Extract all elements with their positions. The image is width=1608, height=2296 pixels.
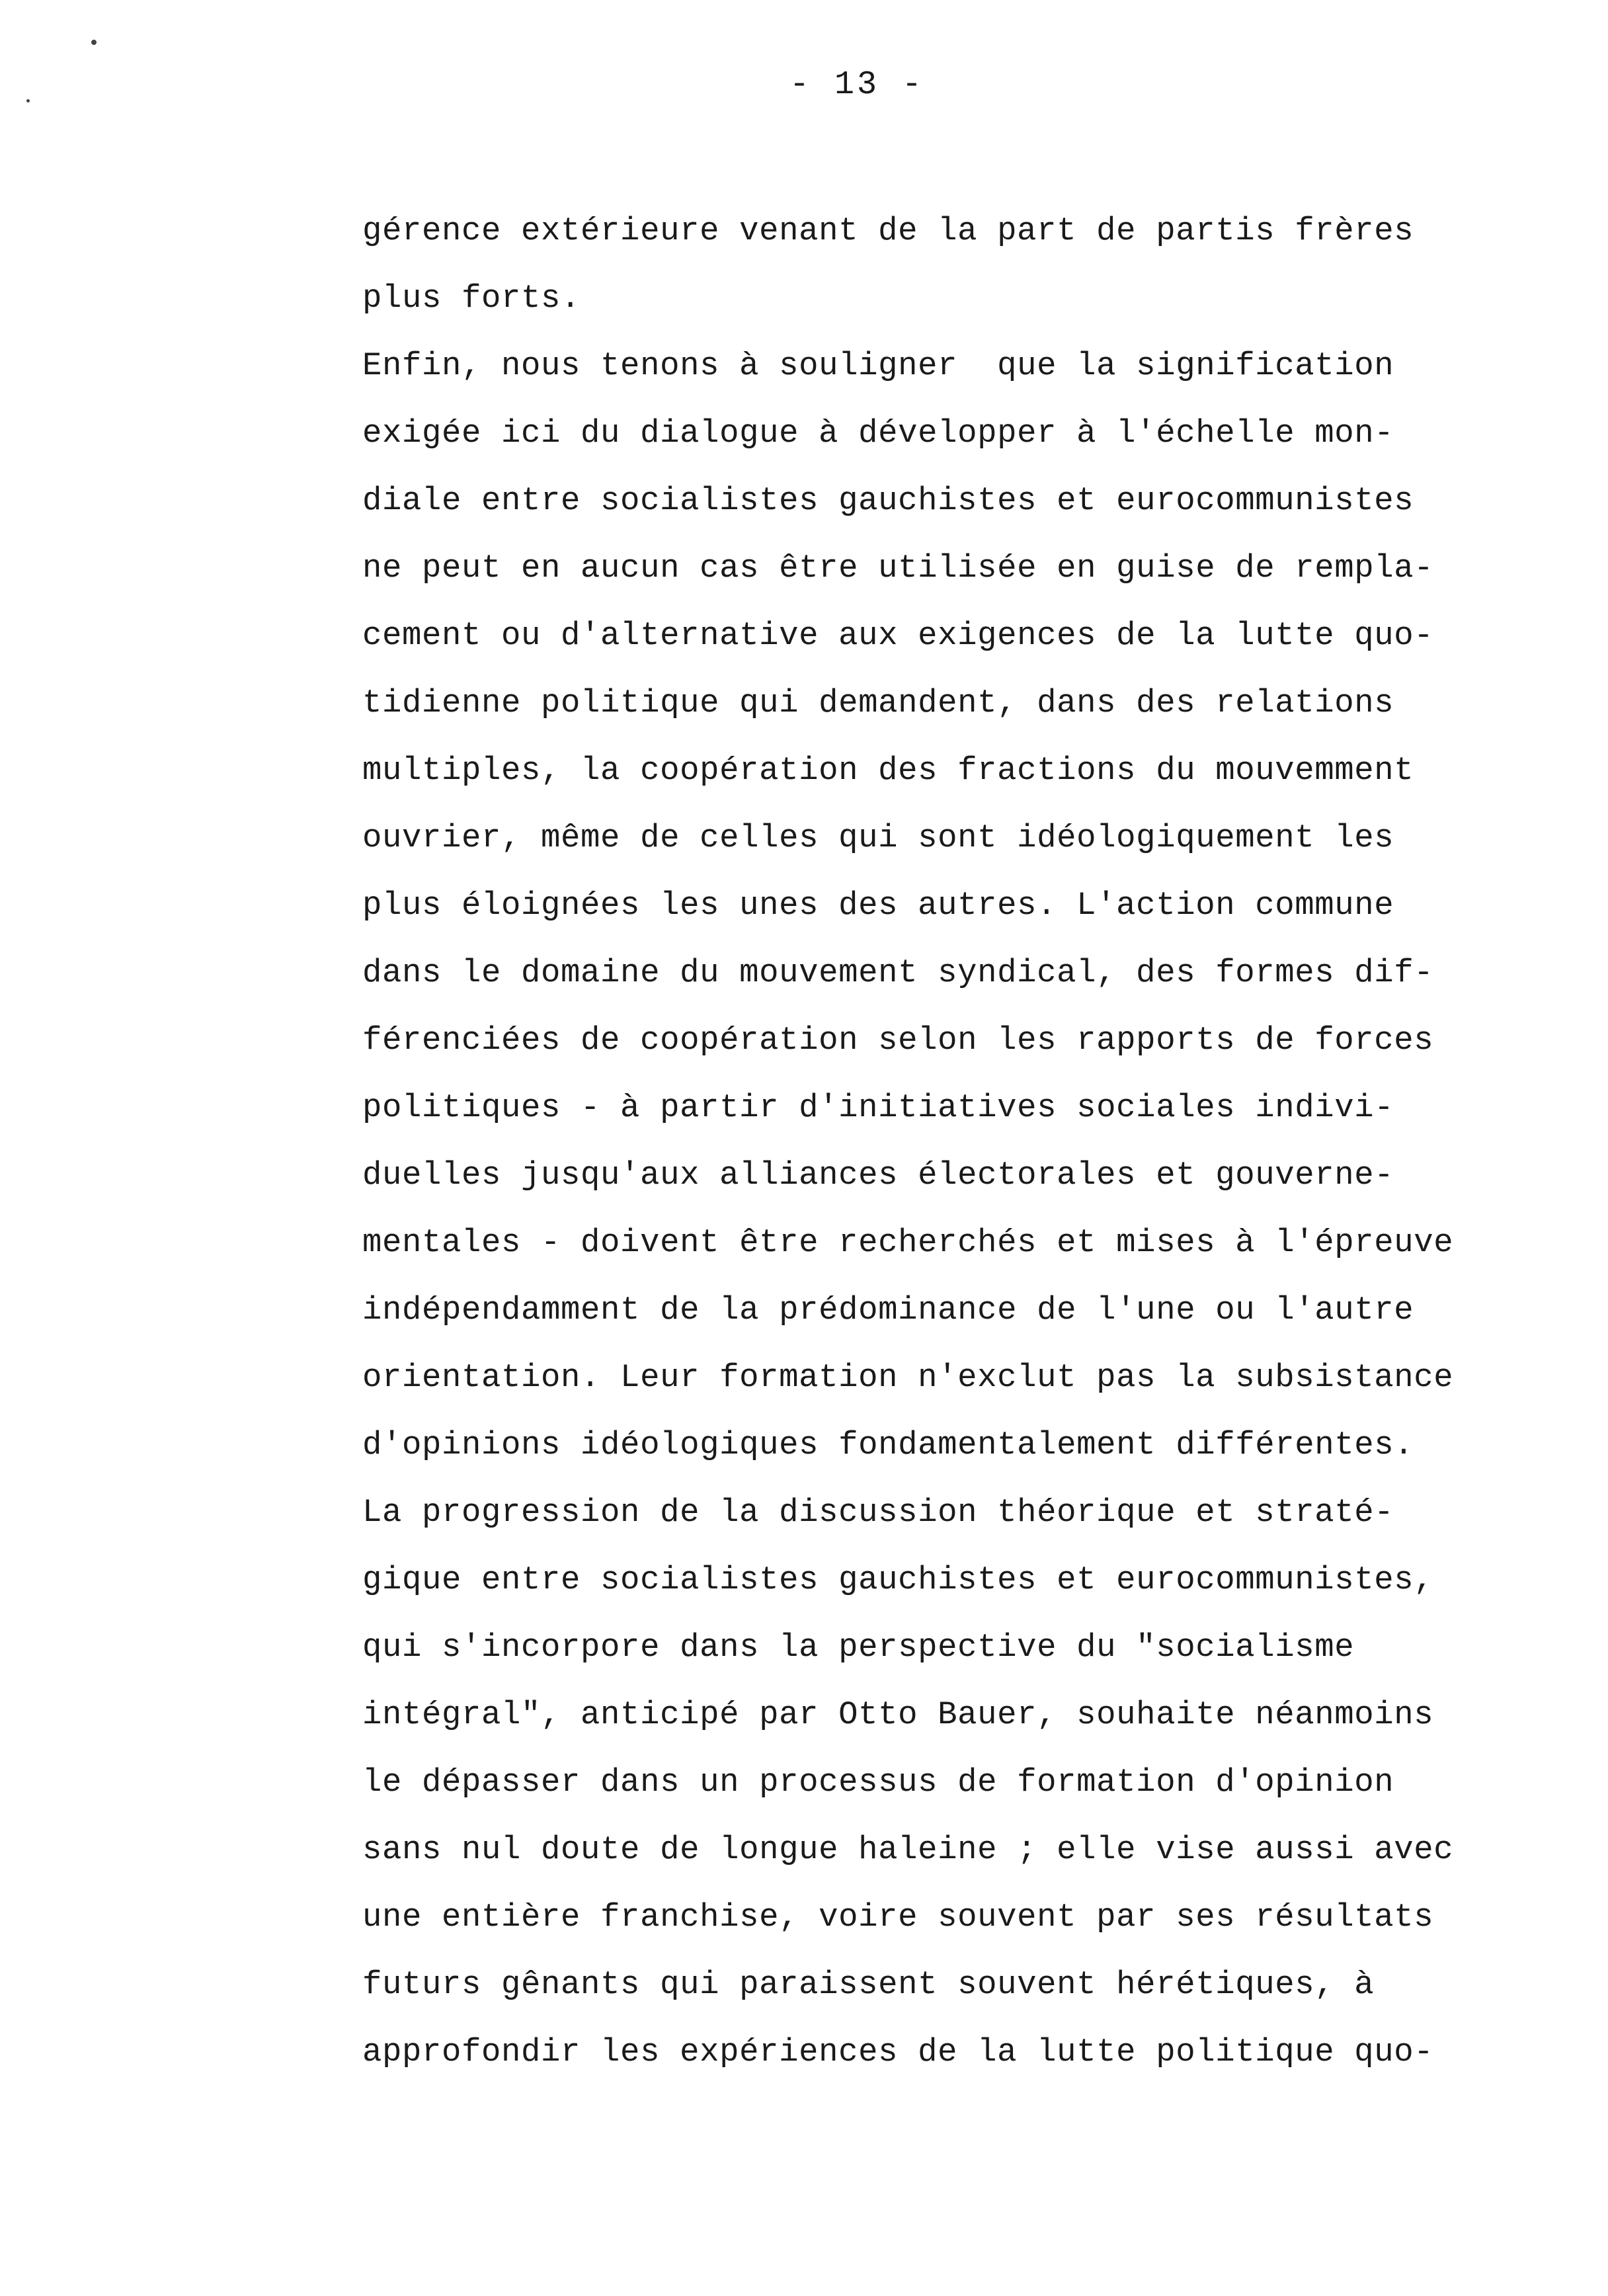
text-line-14: politiques - à partir d'initiatives sociales indivi- [362, 1089, 1394, 1126]
text-line-20: La progression de la discussion théorique et straté- [362, 1494, 1394, 1531]
body-text [362, 197, 1513, 2086]
text-line-6: ne peut en aucun cas être utilisée en guise de rempla- [362, 550, 1434, 587]
text-line-1: gérence extérieure venant de la part de partis frères [362, 212, 1414, 249]
text-line-18: orientation. Leur formation n'exclut pas la subsistance [362, 1359, 1454, 1396]
text-line-3: Enfin, nous tenons à souligner que la signification [362, 347, 1394, 384]
text-line-26: une entière franchise, voire souvent par ses résultats [362, 1899, 1434, 1936]
text-line-28: approfondir les expériences de la lutte politique quo- [362, 2033, 1434, 2070]
text-line-23: intégral", anticipé par Otto Bauer, souhaite néanmoins [362, 1696, 1434, 1733]
text-line-16: mentales - doivent être recherchés et mises à l'épreuve [362, 1224, 1454, 1261]
text-line-25: sans nul doute de longue haleine ; elle vise aussi avec [362, 1831, 1454, 1868]
text-line-22: qui s'incorpore dans la perspective du "socialisme [362, 1629, 1355, 1666]
text-line-5: diale entre socialistes gauchistes et eurocommunistes [362, 482, 1414, 519]
page-number: - 13 - [789, 66, 925, 104]
text-line-11: plus éloignées les unes des autres. L'action commune [362, 887, 1394, 924]
text-line-10: ouvrier, même de celles qui sont idéologiquement les [362, 819, 1394, 856]
text-line-15: duelles jusqu'aux alliances électorales et gouverne- [362, 1157, 1394, 1194]
speck-top-left-1 [91, 40, 97, 45]
text-line-21: gique entre socialistes gauchistes et eurocommunistes, [362, 1561, 1434, 1598]
text-line-13: férenciées de coopération selon les rapports de forces [362, 1022, 1434, 1059]
text-line-2: plus forts. [362, 280, 581, 317]
text-line-7: cement ou d'alternative aux exigences de la lutte quo- [362, 617, 1434, 654]
text-line-19: d'opinions idéologiques fondamentalement différentes. [362, 1426, 1414, 1463]
speck-top-left-2 [26, 99, 30, 102]
text-line-9: multiples, la coopération des fractions du mouvemment [362, 752, 1414, 789]
text-line-4: exigée ici du dialogue à développer à l'échelle mon- [362, 415, 1394, 452]
text-line-12: dans le domaine du mouvement syndical, des formes dif- [362, 954, 1434, 991]
text-line-8: tidienne politique qui demandent, dans des relations [362, 684, 1394, 721]
text-line-27: futurs gênants qui paraissent souvent hérétiques, à [362, 1966, 1375, 2003]
text-line-17: indépendamment de la prédominance de l'une ou l'autre [362, 1292, 1414, 1329]
text-line-24: le dépasser dans un processus de formation d'opinion [362, 1764, 1394, 1801]
